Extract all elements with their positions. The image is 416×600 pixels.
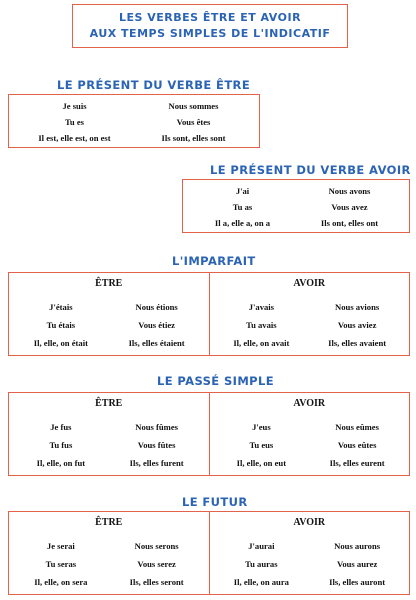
passe-simple-etre-cell: Tu fus [49,440,73,450]
passe-simple-avoir-cell: J'eus [252,422,271,432]
imparfait-etre-cell: Vous étiez [138,320,175,330]
passe-simple-etre-column [9,393,209,475]
present-etre-cell: Vous êtes [176,117,211,127]
futur-etre-cell: Ils, elles seront [129,577,184,587]
imparfait-heading: L'IMPARFAIT [172,254,256,268]
passe-simple-etre-label: ÊTRE [95,398,123,409]
present-avoir-cell: Vous avez [331,202,368,212]
imparfait-etre-cell: Ils, elles étaient [128,338,185,348]
passe-simple-avoir-column [209,393,410,475]
futur-etre-cell: Je serai [46,541,75,551]
passe-simple-avoir-cell: Ils, elles eurent [329,458,385,468]
passe-simple-etre-cell: Je fus [50,422,72,432]
passe-simple-heading: LE PASSÉ SIMPLE [157,374,274,388]
imparfait-etre-cell: J'étais [49,302,73,312]
futur-avoir-cell: Il, elle, on aura [233,577,289,587]
passe-simple-avoir-cell: Nous eûmes [335,422,379,432]
passe-simple-avoir-cell: Vous eûtes [337,440,377,450]
page-title-line-1: LES VERBES ÊTRE ET AVOIR [118,11,302,24]
passe-simple-etre-cell: Nous fûmes [135,422,178,432]
present-avoir-table [182,179,410,233]
page-title-box [72,4,348,48]
passe-simple-etre-cell: Vous fûtes [137,440,176,450]
imparfait-etre-column [9,273,209,355]
imparfait-etre-cell: Il, elle, on était [33,338,88,348]
imparfait-avoir-cell: J'avais [248,302,275,312]
futur-avoir-label: AVOIR [293,517,326,528]
futur-avoir-column [209,512,410,594]
futur-avoir-cell: Ils, elles auront [329,577,386,587]
imparfait-avoir-cell: Nous avions [335,302,380,312]
imparfait-avoir-cell: Vous aviez [337,320,377,330]
present-avoir-cell: Ils ont, elles ont [320,218,379,228]
futur-heading: LE FUTUR [182,495,248,509]
futur-etre-cell: Nous serons [134,541,179,551]
passe-simple-avoir-cell: Tu eus [249,440,274,450]
present-etre-heading: LE PRÉSENT DU VERBE ÊTRE [57,78,251,92]
imparfait-etre-cell: Tu étais [46,320,76,330]
present-etre-cell: Tu es [64,117,85,127]
imparfait-etre-label: ÊTRE [95,278,123,289]
futur-etre-column [9,512,209,594]
futur-avoir-cell: Vous aurez [336,559,378,569]
futur-etre-cell: Vous serez [137,559,176,569]
futur-avoir-cell: Nous aurons [334,541,381,551]
present-etre-cell: Nous sommes [168,101,219,111]
page-title-line-2: AUX TEMPS SIMPLES DE L'INDICATIF [89,27,331,40]
present-avoir-cell: Nous avons [328,186,371,196]
passe-simple-table [8,392,410,476]
futur-avoir-cell: Tu auras [245,559,278,569]
present-etre-cell: Il est, elle est, on est [38,133,111,143]
present-avoir-cell: Il a, elle a, on a [214,218,271,228]
present-avoir-cell: J'ai [235,186,250,196]
imparfait-avoir-label: AVOIR [293,278,326,289]
futur-table [8,511,410,595]
imparfait-avoir-cell: Tu avais [246,320,277,330]
futur-etre-cell: Tu seras [45,559,77,569]
present-etre-cell: Ils sont, elles sont [161,133,226,143]
passe-simple-avoir-cell: Il, elle, on eut [236,458,287,468]
futur-etre-cell: Il, elle, on sera [34,577,88,587]
present-etre-cell: Je suis [62,101,87,111]
passe-simple-etre-cell: Il, elle, on fut [36,458,86,468]
futur-etre-label: ÊTRE [95,517,123,528]
imparfait-avoir-cell: Il, elle, on avait [233,338,290,348]
imparfait-table [8,272,410,356]
imparfait-avoir-column [209,273,410,355]
imparfait-avoir-cell: Ils, elles avaient [328,338,387,348]
imparfait-etre-cell: Nous étions [135,302,178,312]
passe-simple-etre-cell: Ils, elles furent [129,458,184,468]
present-etre-table [8,94,260,148]
present-avoir-cell: Tu as [232,202,253,212]
futur-avoir-cell: J'aurai [248,541,275,551]
passe-simple-avoir-label: AVOIR [293,398,326,409]
present-avoir-heading: LE PRÉSENT DU VERBE AVOIR [210,163,411,177]
